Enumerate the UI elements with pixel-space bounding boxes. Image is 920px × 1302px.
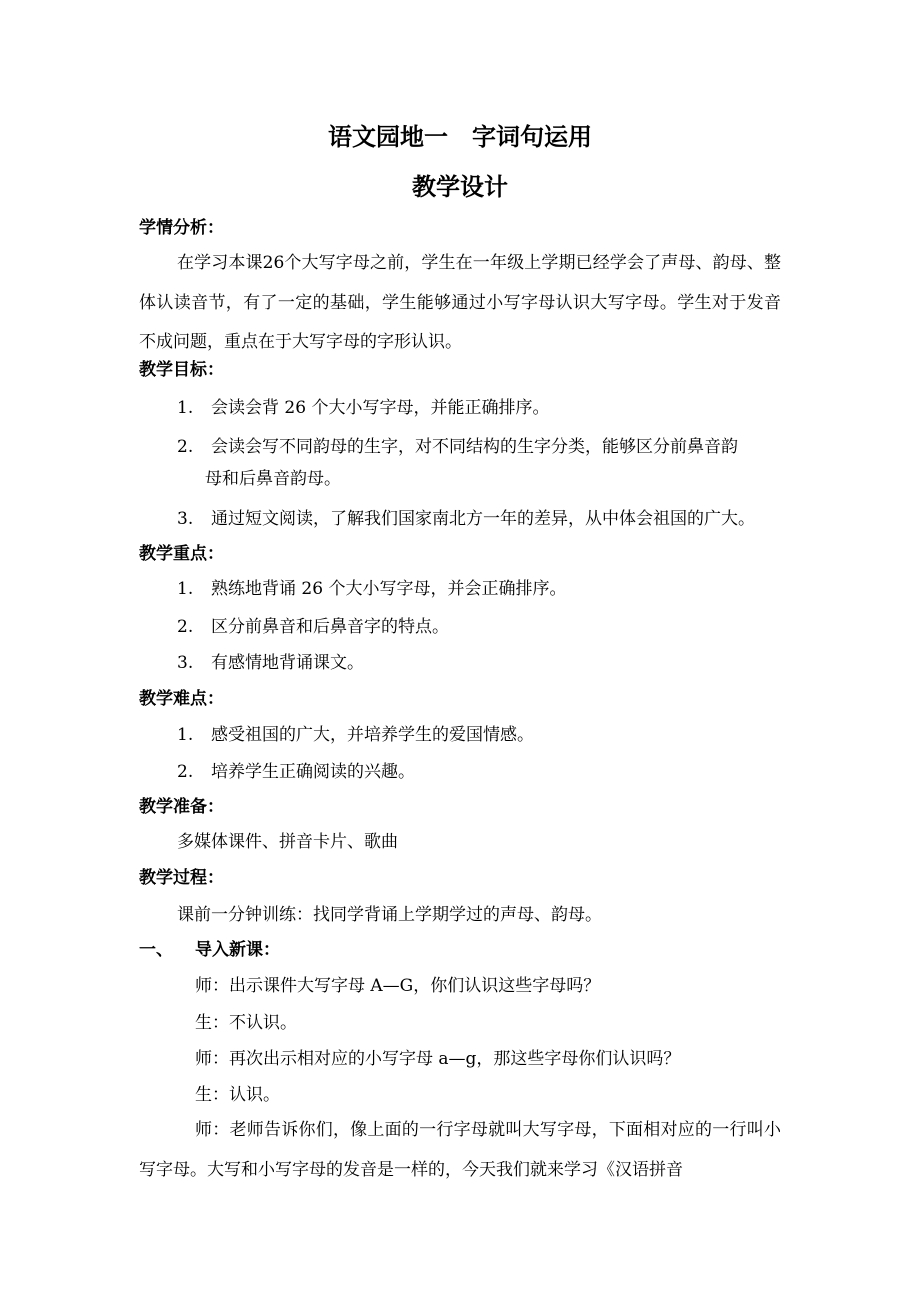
document-subtitle: 教学设计 <box>412 173 508 201</box>
dialogue-line-4: 生：认识。 <box>195 1085 280 1105</box>
last-paragraph: 师：老师告诉你们，像上面的一行字母就叫大写字母，下面相对应的一行叫小写字母。大写和小写字母的发音是一样的，今天我们就来学习《汉语拼音 <box>139 1120 781 1180</box>
item-text: 会读会背 26 个大小写字母，并能正确排序。 <box>211 398 550 418</box>
zhunbei-text: 多媒体课件、拼音卡片、歌曲 <box>177 832 398 852</box>
item-number: 1. <box>177 579 194 599</box>
section-heading-nandian: 教学难点： <box>139 689 224 709</box>
zhongdian-item-1 <box>177 576 566 602</box>
section-heading-zhongdian: 教学重点： <box>139 544 224 564</box>
part-title: 导入新课： <box>195 940 280 960</box>
item-text: 区分前鼻音和后鼻音字的特点。 <box>211 617 449 637</box>
item-text: 有感情地背诵课文。 <box>211 653 364 673</box>
item-text: 熟练地背诵 26 个大小写字母，并会正确排序。 <box>211 579 567 599</box>
item-text: 通过短文阅读，了解我们国家南北方一年的差异，从中体会祖国的广大。 <box>211 509 755 529</box>
zhongdian-item-3 <box>177 650 364 676</box>
item-number: 3. <box>177 509 194 529</box>
item-number: 3. <box>177 653 194 673</box>
item-number: 1. <box>177 398 194 418</box>
part-heading-1 <box>139 938 280 962</box>
item-text: 感受祖国的广大，并培养学生的爱国情感。 <box>211 725 534 745</box>
section-heading-mubiao: 教学目标： <box>139 360 224 380</box>
item-number: 2. <box>177 437 194 457</box>
item-number: 1. <box>177 725 194 745</box>
item-text: 会读会写不同韵母的生字，对不同结构的生字分类，能够区分前鼻音韵 <box>211 437 738 457</box>
mubiao-item-3 <box>177 506 755 532</box>
warmup-text: 课前一分钟训练：找同学背诵上学期学过的声母、韵母。 <box>177 905 602 925</box>
section-heading-xueqing: 学情分析： <box>139 218 224 238</box>
item-number: 2. <box>177 617 194 637</box>
nandian-item-2 <box>177 759 415 785</box>
document-title: 语文园地一 字词句运用 <box>328 123 592 151</box>
xueqing-paragraph: 在学习本课26个大写字母之前，学生在一年级上学期已经学会了声母、韵母、整体认读音节，有了一定的基础，学生能够通过小写字母认识大写字母。学生对于发音不成问题，重点在于大写字母的字形认识。 <box>139 253 781 352</box>
mubiao-item-1 <box>177 395 549 421</box>
nandian-item-1 <box>177 722 534 748</box>
mubiao-item-2-continued: 母和后鼻音韵母。 <box>205 469 341 489</box>
part-number: 一、 <box>139 940 173 960</box>
dialogue-line-3: 师：再次出示相对应的小写字母 a—g，那这些字母你们认识吗？ <box>195 1049 681 1069</box>
dialogue-line-2: 生：不认识。 <box>195 1013 297 1033</box>
mubiao-item-2 <box>177 434 738 460</box>
section-heading-guocheng: 教学过程： <box>139 868 224 888</box>
zhongdian-item-2 <box>177 614 449 640</box>
dialogue-line-1: 师：出示课件大写字母 A—G，你们认识这些字母吗？ <box>195 976 601 996</box>
item-text: 培养学生正确阅读的兴趣。 <box>211 762 415 782</box>
section-heading-zhunbei: 教学准备： <box>139 797 224 817</box>
item-number: 2. <box>177 762 194 782</box>
